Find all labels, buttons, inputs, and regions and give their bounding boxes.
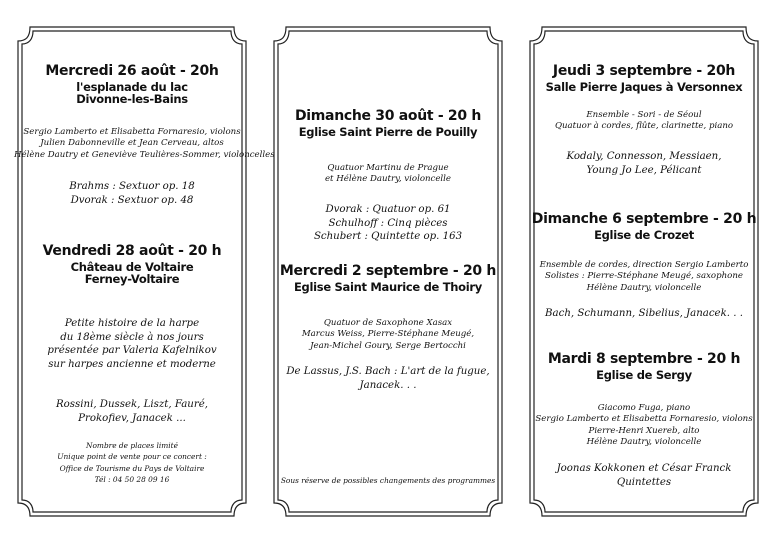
panel-2 (270, 0, 506, 543)
event-title: Jeudi 3 septembre - 20h (552, 63, 736, 79)
event-program: Kodaly, Connesson, Messiaen, Young Jo Lee, Pélicant (566, 151, 722, 176)
panel-1 (14, 0, 275, 543)
event-title: Dimanche 6 septembre - 20 h (531, 211, 757, 227)
event-2 (14, 244, 250, 285)
event-2 (526, 212, 762, 241)
event-title: Mardi 8 septembre - 20 h (547, 351, 741, 367)
event-title: Mercredi 26 août - 20h (45, 63, 219, 79)
event-venue: l'esplanade du lac Divonne-les-Bains (76, 79, 188, 106)
event-title: Dimanche 30 août - 20 h (294, 108, 482, 124)
event-program: Brahms : Sextuor op. 18 Dvorak : Sextuor op. 48 (69, 181, 195, 206)
event-1 (14, 64, 250, 105)
event-1 (526, 64, 762, 93)
event-venue: Salle Pierre Jaques à Versonnex (545, 79, 743, 94)
event-program: Joonas Kokkonen et César Franck Quintettes (556, 463, 732, 488)
event-2 (270, 264, 506, 293)
event-venue: Château de Voltaire Ferney-Voltaire (70, 259, 194, 286)
event-venue: Eglise de Sergy (596, 367, 692, 382)
event-1 (270, 109, 506, 138)
event-performers: Giacomo Fuga, piano Sergio Lamberto et Elisabetta Fornaresio, violons Pierre-Henri Xuereb, alto Hélène Dautry, violoncelle (535, 403, 753, 448)
ticket-notice: Nombre de places limité Unique point de vente pour ce concert : Office de Tourisme du Pays de Voltaire Tél : 04 50 28 09 16 (57, 441, 207, 485)
event-performers: Quatuor de Saxophone Xasax Marcus Weiss, Pierre-Stéphane Meugé, Jean-Michel Goury, Serge Bertocchi (301, 318, 475, 351)
event-venue: Eglise Saint Pierre de Pouilly (298, 124, 478, 139)
event-title: Mercredi 2 septembre - 20 h (279, 263, 497, 279)
event-title: Vendredi 28 août - 20 h (42, 243, 222, 259)
event-program: Bach, Schumann, Sibelius, Janacek. . . (545, 308, 743, 319)
event-description: Petite histoire de la harpe du 18ème siècle à nos jours présentée par Valeria Kafelnikov sur harpes ancienne et moderne (47, 318, 217, 370)
event-venue: Eglise de Crozet (594, 227, 694, 242)
event-performers: Ensemble - Sori - de Séoul Quatuor à cordes, flûte, clarinette, piano (554, 110, 734, 132)
event-venue: Eglise Saint Maurice de Thoiry (294, 279, 482, 294)
event-program: Dvorak : Quatuor op. 61 Schulhoff : Cinq pièces Schubert : Quintette op. 163 (313, 204, 463, 243)
program-notice: Sous réserve de possibles changements des programmes (280, 476, 496, 485)
event-performers: Sergio Lamberto et Elisabetta Fornaresio, violons Julien Dabonneville et Jean Cerveau, altos Hélène Dautry et Geneviève Teulières-Sommer, violoncelles (14, 127, 275, 160)
event-performers: Ensemble de cordes, direction Sergio Lamberto Solistes : Pierre-Stéphane Meugé, saxophone Hélène Dautry, violoncelle (539, 260, 749, 293)
event-3 (526, 352, 762, 381)
event-program: De Lassus, J.S. Bach : L'art de la fugue, Janacek. . . (286, 366, 490, 391)
event-performers: Quatuor Martinu de Prague et Hélène Dautry, violoncelle (324, 163, 452, 185)
panel-3 (526, 0, 762, 543)
event-program: Rossini, Dussek, Liszt, Fauré, Prokofiev, Janacek ... (55, 399, 209, 424)
